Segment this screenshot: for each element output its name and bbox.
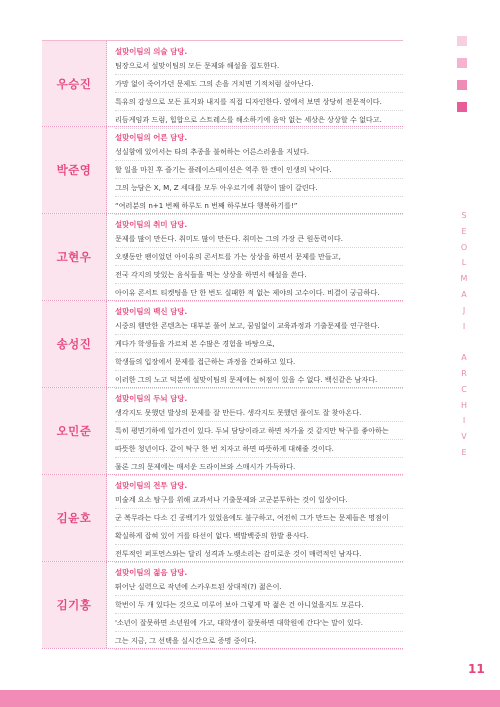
member-name-cell <box>42 127 107 213</box>
description-line: 가망 없이 죽어가던 문제도 그의 손을 거치면 기적처럼 살아난다. <box>115 78 403 93</box>
member-description <box>107 388 403 474</box>
side-archive-label <box>459 208 469 461</box>
member-name: 김윤호 <box>56 511 92 525</box>
description-line: 시중의 웬만한 콘텐츠는 대부분 풀어 보고, 꿈임없이 교육과정과 기출문제를 연구한다. <box>115 320 403 335</box>
description-line: '소년이 잘못하면 소년원에 가고, 대학생이 잘못하면 대학원에 간다'는 말이 있다. <box>115 617 403 632</box>
member-list <box>42 40 403 649</box>
member-role: 설맞이팀의 젊음 담당. <box>115 568 188 577</box>
side-label-letter: E <box>461 226 467 236</box>
description-line: “여러분의 n+1 번째 하루도 n 번째 하루보다 행복하기를!” <box>115 200 403 215</box>
member-name: 우승진 <box>56 76 92 91</box>
description-line: 팀장으로서 설맞이팀의 모든 문제와 해설을 집도한다. <box>115 60 403 75</box>
member-description <box>107 475 403 561</box>
description-line: 전투적인 퍼포먼스와는 달리 성격과 노랫소리는 감미로운 것이 매력적인 남자다. <box>115 548 403 563</box>
square-decoration <box>457 80 467 90</box>
description-line: 학생들의 입장에서 문제를 접근하는 과정을 간파하고 있다. <box>115 356 403 371</box>
member-role: 설맞이팀의 전투 담당. <box>115 481 188 490</box>
side-label-letter: M <box>460 274 468 284</box>
member-entry <box>42 41 403 127</box>
side-label-letter <box>463 334 466 350</box>
square-decoration <box>457 102 467 112</box>
description-line: 특유의 감성으로 모든 표지와 내지를 직접 디자인한다. 옆에서 보면 상당히 전문적이다. <box>115 96 403 111</box>
member-name: 김기홍 <box>56 598 92 612</box>
side-label-letter: E <box>461 447 467 457</box>
member-entry <box>42 475 403 562</box>
member-entry <box>42 214 403 301</box>
member-name: 고현우 <box>56 250 92 264</box>
member-name-cell <box>42 301 107 387</box>
member-description <box>107 214 403 300</box>
side-label-letter: I <box>462 321 466 331</box>
description-line: 리듬게임과 드럼, 힙합으로 스트레스를 해소하기에 음악 없는 세상은 상상할 수 없다고. <box>115 114 403 129</box>
side-label-letter: A <box>461 289 467 299</box>
description-line: 문제를 많이 만든다. 취미도 많이 만든다. 취미는 그의 가장 큰 원동력이다. <box>115 233 403 248</box>
member-role: 설맞이팀의 의술 담당. <box>115 47 188 56</box>
description-line: 확실하게 잡혀 있어 거를 타선이 없다. 백발백중의 한발 용사다. <box>115 530 403 545</box>
member-entry <box>42 562 403 649</box>
description-line: 아이유 콘서트 티켓팅을 단 한 번도 실패한 적 없는 제야의 고수이다. 비결이 궁금하다. <box>115 287 403 302</box>
side-label-letter: J <box>462 305 466 315</box>
member-description <box>107 562 403 648</box>
member-entry <box>42 127 403 214</box>
square-decoration <box>457 36 467 46</box>
description-line: 전국 각지의 맛있는 음식들을 먹는 상상을 하면서 해설을 쓴다. <box>115 269 403 284</box>
side-label-letter: R <box>461 368 467 378</box>
member-description <box>107 127 403 213</box>
side-label-letter: O <box>460 242 468 252</box>
side-label-letter: L <box>461 258 467 268</box>
description-line: 할 일을 마친 후 즐기는 플레이스테이션은 역주 한 캔이 인생의 낙이다. <box>115 164 403 179</box>
description-line: 따뜻한 청년이다. 같이 탁구 한 번 치자고 하면 따뜻하게 대해줄 것이다. <box>115 443 403 458</box>
description-line: 게다가 학생들을 가르쳐 본 수많은 경험을 바탕으로, <box>115 338 403 353</box>
description-line: 그는 지금, 그 선택을 실시간으로 증명 중이다. <box>115 635 403 650</box>
member-entry <box>42 301 403 388</box>
side-label-letter: C <box>461 384 467 394</box>
member-description <box>107 41 403 126</box>
description-line: 성실함에 있어서는 타의 추종을 불허하는 어른스러움을 지녔다. <box>115 146 403 161</box>
side-label-letter: A <box>461 353 467 363</box>
member-name-cell <box>42 475 107 561</box>
description-line: 그의 능담은 X, M, Z 세대를 모두 아우르기에 취향이 많이 갈린다. <box>115 182 403 197</box>
page-number: 11 <box>468 662 485 676</box>
member-name: 박준영 <box>56 163 92 177</box>
description-line: 물론 그의 문제에는 매서운 드라이브와 스매시가 가득하다. <box>115 461 403 476</box>
description-line: 생각지도 못했던 발상의 문제를 잘 만든다. 생각지도 못했던 풀이도 잘 찾아온다. <box>115 407 403 422</box>
member-role: 설맞이팀의 취미 담당. <box>115 220 188 229</box>
description-line: 오랫동안 팬이었던 아이유의 콘서트를 가는 상상을 하면서 문제를 만들고, <box>115 251 403 266</box>
description-line: 특히 평면기하에 일가견이 있다. 두뇌 담당이라고 하면 차가울 것 같지만 탁구를 좋아하는 <box>115 425 403 440</box>
description-line: 군 복무라는 다소 긴 공백기가 있었음에도 불구하고, 여전히 그가 만드는 문제들은 명점이 <box>115 512 403 527</box>
description-line: 뛰어난 실력으로 작년에 스카우트된 상대적(?) 젊은이. <box>115 581 403 596</box>
member-role: 설맞이팀의 백신 담당. <box>115 307 188 316</box>
square-decoration <box>457 58 467 68</box>
member-name-cell <box>42 214 107 300</box>
description-line: 미술계 요소 탐구를 위해 교과서나 기출문제와 고군분투하는 것이 일상이다. <box>115 494 403 509</box>
member-description <box>107 301 403 387</box>
description-line: 학번이 두 개 있다는 것으로 미루어 보아 그렇게 막 젊은 건 아니었을지도 모른다. <box>115 599 403 614</box>
member-name-cell <box>42 41 107 126</box>
member-entry <box>42 388 403 475</box>
member-name: 송성진 <box>56 337 92 351</box>
member-name-cell <box>42 562 107 648</box>
side-label-letter: V <box>461 432 467 442</box>
footer-bar <box>0 690 500 707</box>
side-label-letter: H <box>460 400 467 410</box>
side-label-letter: I <box>462 416 466 426</box>
side-label-letter: S <box>461 211 467 220</box>
description-line: 이러한 그의 노고 덕분에 설맞이팀의 문제에는 허점이 있을 수 없다. 백신같은 남자다. <box>115 374 403 389</box>
member-role: 설맞이팀의 어른 담당. <box>115 133 188 142</box>
member-name-cell <box>42 388 107 474</box>
member-name: 오민준 <box>56 424 92 438</box>
member-role: 설맞이팀의 두뇌 담당. <box>115 394 188 403</box>
